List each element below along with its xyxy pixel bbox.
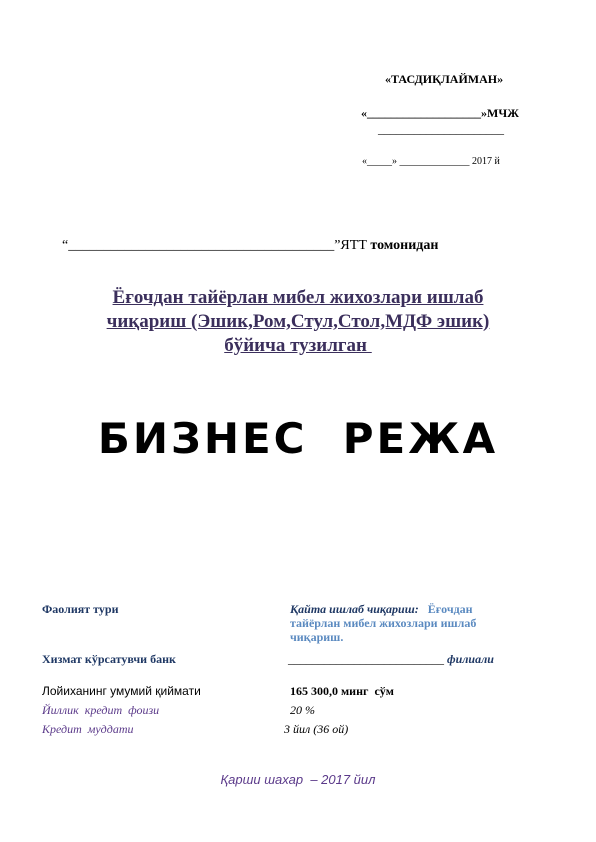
subject-line-1: Ёғочдан тайёрлан мибел жихозлари ишлаб <box>112 287 484 308</box>
activity-value-line3: чиқариш. <box>290 630 344 644</box>
approval-sign-line: _____________________ <box>378 122 504 136</box>
activity-label: Фаолият тури <box>42 602 119 616</box>
interest-label: Йиллик кредит фоизи <box>42 703 160 717</box>
subject-line-3: бўйича тузилган <box>224 335 372 356</box>
activity-value-lead: Қайта ишлаб чиқариш: <box>290 602 422 616</box>
approval-org-line: «___________________»МЧЖ <box>361 106 519 120</box>
approval-date-line: «_____» ______________ 2017 й <box>362 156 500 167</box>
total-cost-value: 165 300,0 минг сўм <box>290 684 394 698</box>
total-cost-label: Лойиханинг умумий қиймати <box>42 684 201 698</box>
term-value: 3 йил (36 ой) <box>284 722 349 736</box>
footer-place-year: Қарши шахар – 2017 йил <box>220 772 376 787</box>
bank-value <box>288 652 494 667</box>
document-title: БИЗНЕС РЕЖА <box>97 414 499 463</box>
interest-value: 20 % <box>290 703 315 717</box>
byline-prefix: “______________________________________”ЯТТ <box>62 238 371 253</box>
byline-suffix: томонидан <box>370 238 439 253</box>
document-subject <box>40 286 556 358</box>
bank-label: Хизмат кўрсатувчи банк <box>42 652 176 666</box>
activity-value-line1: Ёғочдан <box>427 602 473 616</box>
bank-blank: __________________________ <box>288 652 444 666</box>
approval-heading: «ТАСДИҚЛАЙМАН» <box>385 72 504 86</box>
term-label: Кредит муддати <box>42 722 134 736</box>
byline <box>62 238 438 254</box>
subject-line-2: чиқариш (Эшик,Ром,Стул,Стол,МДФ эшик) <box>106 311 490 332</box>
bank-suffix: филиали <box>444 652 494 666</box>
activity-value-line2: тайёрлан мибел жихозлари ишлаб <box>290 616 477 630</box>
activity-value <box>290 602 540 644</box>
